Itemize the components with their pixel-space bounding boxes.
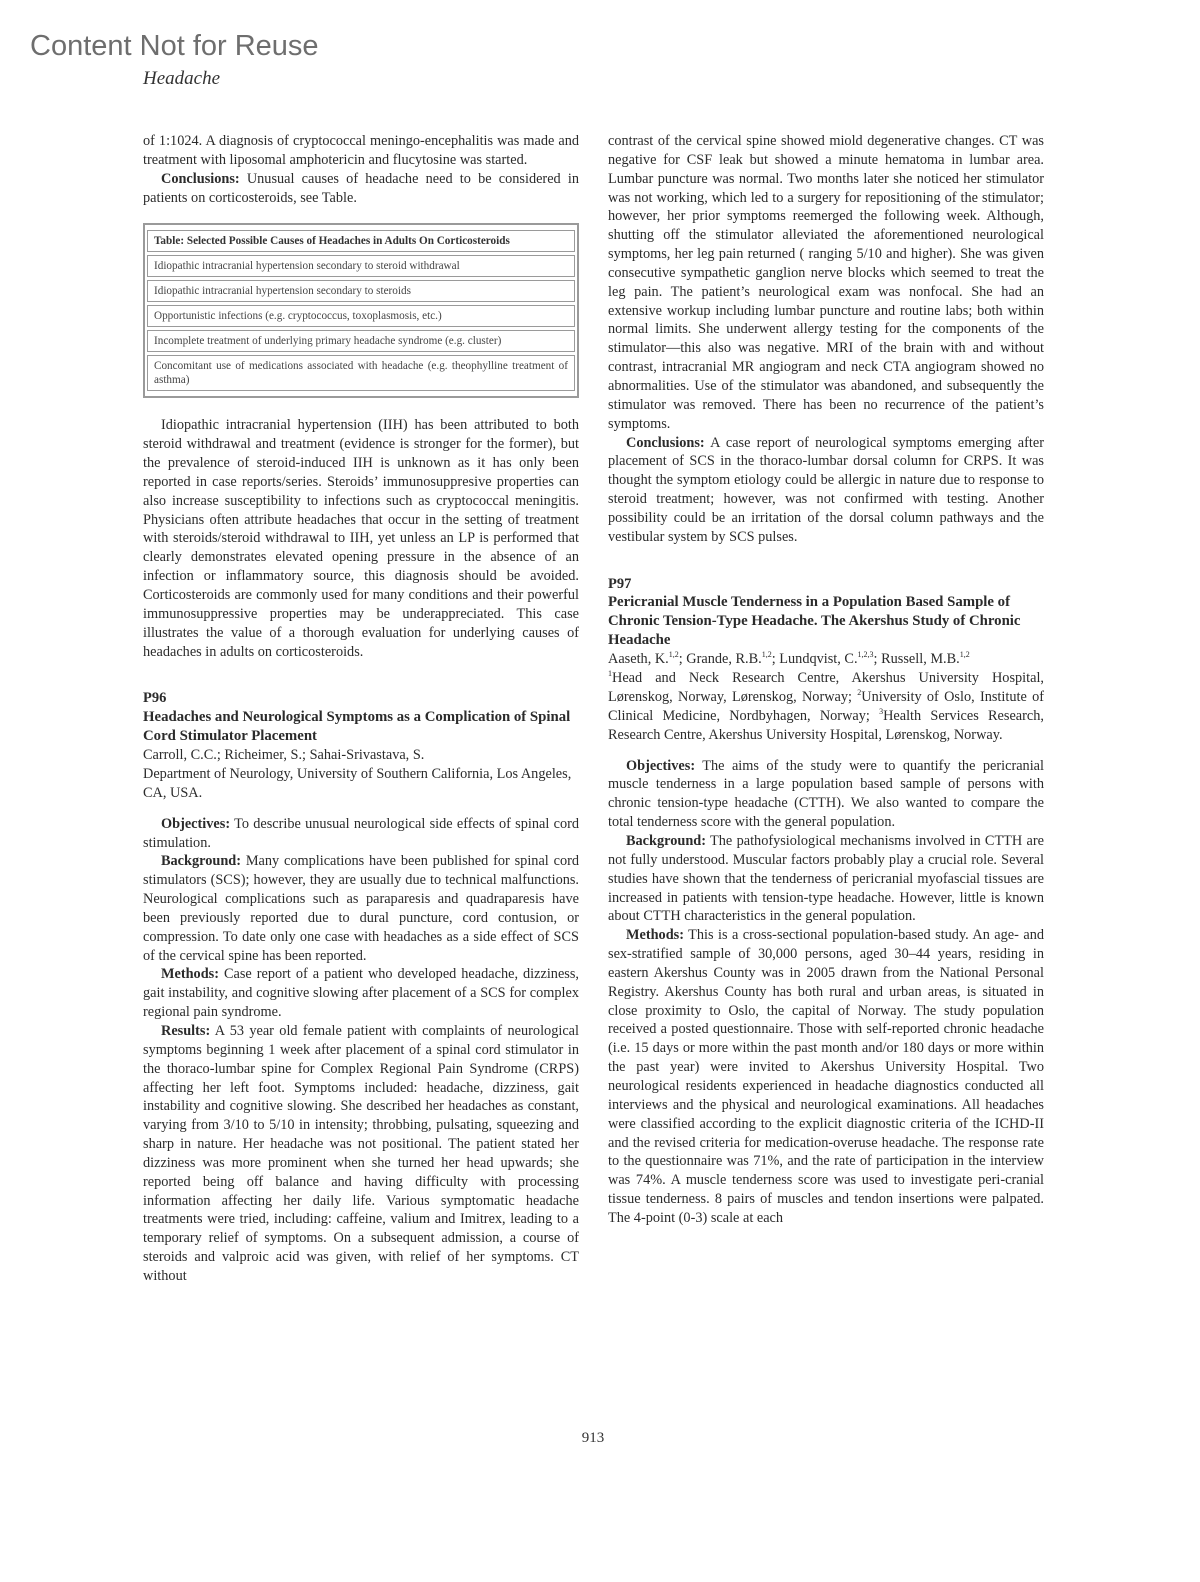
author-name: ; Lundqvist, C.: [771, 651, 858, 668]
background-label: Background:: [626, 833, 706, 849]
objectives-label: Objectives:: [626, 757, 696, 774]
author-name: ; Grande, R.B.: [678, 651, 762, 668]
affiliation-text: Health Services Research, Research Centre, Akershus University Hospital, Lørenskog, Norway.: [608, 707, 1044, 743]
iih-paragraph: Idiopathic intracranial hypertension (IIH) has been attributed to both steroid withdrawal and treatment (evidence is stronger for the former), but the prevalence of steroid-induced IIH is unknown as it has only been reported in case reports/series. Steroids’ immunosuppresive properties can also increase susceptibility to infections such as cryptococcal meningitis. Physicians often attribute headaches that occur in the setting of treatment with steroids/steroid withdrawal to IIH, yet unless an LP is performed that clearly demonstrates elevated opening pressure in the absence of an infection or inflammatory source, this diagnosis should be avoided. Corticosteroids are commonly used for many conditions and their powerful immunosuppressive properties may be underappreciated. This case illustrates the value of a thorough evaluation for underlying causes of headaches in adults on corticosteroids.: [143, 417, 579, 660]
table-row: Idiopathic intracranial hypertension secondary to steroids: [147, 280, 575, 302]
author-affiliation-mark: 1,2: [761, 650, 772, 660]
methods-text: This is a cross-sectional population-based study. An age- and sex-stratified sample of 30,000 persons, aged 30–44 years, residing in eastern Akershus County was in 2005 drawn from the National Personal Registry. Akershus County has both rural and urban areas, is situated in close proximity to Oslo, the capital of Norway. The study population received a posted questionnaire. Those with self-reported chronic headache (i.e. 15 days or more within the past month and/or 180 days or more within the past year) were invited to Akershus University Hospital. Two neurological residents experienced in headache diagnostics conducted all interviews and the physical and neurological examinations. All headaches were classified according to the explicit diagnostic criteria of the ICHD-II and the revised criteria for medication-overuse headache. The response rate to the questionnaire was 71%, and the rate of participation in the interview was 74%. A muscle tenderness score was used to investigate peri-cranial tissue tenderness. 8 pairs of muscles and tendon insertions were palpated. The 4-point (0-3) scale at each: [608, 927, 1044, 1226]
right-column: [608, 132, 1044, 1228]
paragraph-continuation: of 1:1024. A diagnosis of cryptococcal meningo-encephalitis was made and treatment with liposomal amphotericin and flucytosine was started.: [143, 133, 579, 168]
affiliation-text: University of Oslo, Institute of Clinical Medicine, Nordbyhagen, Norway;: [608, 689, 1044, 724]
methods-label: Methods:: [161, 966, 219, 983]
running-head: Headache: [143, 68, 221, 89]
abstract-affiliation: [608, 669, 1044, 744]
methods-label: Methods:: [626, 927, 684, 944]
abstract-affiliation: Department of Neurology, University of Southern California, Los Angeles, CA, USA.: [143, 766, 572, 801]
conclusions-text: A case report of neurological symptoms emerging after placement of SCS in the thoraco-lumbar dorsal column for CRPS. It was thought the symptom etiology could be allergic in nature due to response to steroid treatment; however, was not confirmed with testing. Another possibility could be an irritation of the dorsal column pathways and the vestibular system by SCS pulses.: [608, 434, 1044, 545]
results-label: Results:: [161, 1023, 211, 1039]
table-row: Idiopathic intracranial hypertension secondary to steroid withdrawal: [147, 255, 575, 277]
author-name: Aaseth, K.: [608, 651, 669, 668]
methods-paragraph: [143, 965, 579, 1022]
abstract-number: P96: [143, 690, 167, 707]
background-paragraph: [608, 832, 1044, 926]
affiliation-mark: 1: [608, 669, 612, 679]
conclusions-label: Conclusions:: [626, 434, 705, 451]
author-affiliation-mark: 1,2,3: [857, 650, 874, 660]
objectives-label: Objectives:: [161, 815, 231, 832]
conclusions-text: Unusual causes of headache need to be considered in patients on corticosteroids, see Table.: [143, 170, 579, 206]
background-label: Background:: [161, 853, 241, 870]
abstract-title: Headaches and Neurological Symptoms as a Complication of Spinal Cord Stimulator Placement: [143, 709, 571, 745]
objectives-paragraph: [608, 757, 1044, 832]
results-text: A 53 year old female patient with complaints of neurological symptoms beginning 1 week after placement of a spinal cord stimulator in the thoraco-lumbar spine for Complex Regional Pain Syndrome (CRPS) affecting her left foot. Symptoms included: headache, dizziness, gait instability and cognitive slowing. She described her headaches as constant, varying from 3/10 to 5/10 in intensity; throbbing, pulsating, squeezing and sharp in nature. Her headache was not positional. The patient stated her dizziness was more prominent when she turned her head upwards; she reported being off balance and having difficulty with processing information affecting her daily life. Various symptomatic headache treatments were tried, including: caffeine, valium and Imitrex, leading to a temporary relief of symptoms. On a subsequent admission, a course of steroids and valproic acid was given, with relief of her symptoms. CT without: [143, 1023, 579, 1284]
objectives-text: The aims of the study were to quantify the pericranial muscle tenderness in a large population based sample of persons with chronic tension-type headache (CTTH). We also wanted to compare the total tenderness score with the general population.: [608, 757, 1044, 831]
page-number: 913: [581, 1430, 605, 1446]
table-row: Concomitant use of medications associated with headache (e.g. theophylline treatment of asthma): [147, 355, 575, 391]
author-affiliation-mark: 1,2: [668, 650, 679, 660]
conclusions-paragraph: [608, 434, 1044, 547]
objectives-paragraph: [143, 815, 579, 853]
results-continuation: contrast of the cervical spine showed miold degenerative changes. CT was negative for CSF leak but showed a minute hematoma in lumbar area. Lumbar puncture was normal. Two months later she noticed her stimulator was not working, which led to a surgery for repositioning of the stimulator; however, her prior symptoms reemerged the following week. Although, shutting off the stimulator alleviated the aforementioned neurological symptoms, her leg pain returned ( ranging 5/10 and higher). She was given consecutive sympathetic ganglion nerve blocks which seemed to treat the leg pain. The patient’s neurological exam was nonfocal. She had an extensive workup including lumbar puncture and routine labs; both within normal limits. She underwent allergy testing for the components of the stimulator—this also was negative. MRI of the brain with and without contrast, intracranial MR angiogram and neck CTA angiogram showed no abnormalities. Use of the stimulator was abandoned, and subsequently the stimulator was removed. There has been no recurrence of the patient’s symptoms.: [608, 133, 1044, 432]
affiliation-mark: 2: [857, 688, 862, 698]
author-name: ; Russell, M.B.: [873, 651, 960, 668]
methods-paragraph: [608, 926, 1044, 1228]
abstract-number: P97: [608, 575, 632, 592]
left-column: [143, 132, 579, 1286]
abstract-title: Pericranial Muscle Tenderness in a Population Based Sample of Chronic Tension-Type Headache. The Akershus Study of Chronic Headache: [608, 594, 1021, 649]
table-row: Opportunistic infections (e.g. cryptococcus, toxoplasmosis, etc.): [147, 305, 575, 327]
objectives-text: To describe unusual neurological side effects of spinal cord stimulation.: [143, 815, 579, 851]
affiliation-mark: 3: [879, 707, 884, 717]
table-row: Incomplete treatment of underlying primary headache syndrome (e.g. cluster): [147, 330, 575, 352]
conclusions-paragraph: [143, 170, 579, 208]
affiliation-text: Head and Neck Research Centre, Akershus University Hospital, Lørenskog, Norway, Lørenskog, Norway;: [608, 670, 1044, 706]
author-affiliation-mark: 1,2: [959, 650, 970, 660]
abstract-authors: Carroll, C.C.; Richeimer, S.; Sahai-Srivastava, S.: [143, 747, 425, 764]
methods-text: Case report of a patient who developed headache, dizziness, gait instability, and cognitive slowing after placement of a SCS for complex regional pain syndrome.: [143, 966, 579, 1021]
conclusions-label: Conclusions:: [161, 170, 240, 187]
watermark: Content Not for Reuse: [30, 30, 319, 62]
abstract-authors: [608, 650, 1044, 669]
table-title: Table: Selected Possible Causes of Headaches in Adults On Corticosteroids: [147, 230, 575, 252]
background-text: The pathofysiological mechanisms involved in CTTH are not fully understood. Muscular factors probably play a crucial role. Several studies have shown that the tenderness of pericranial myofascial tissues are increased in patients with tension-type headache. However, little is known about CTTH characteristics in the general population.: [608, 833, 1044, 925]
background-text: Many complications have been published for spinal cord stimulators (SCS); however, they are usually due to technical malfunctions. Neurological complications such as paraparesis and quadraparesis have been previously reported due to dural puncture, cord contusion, or compression. To date only one case with headaches as a side effect of SCS of the cervical spine has been reported.: [143, 853, 579, 964]
background-paragraph: [143, 852, 579, 965]
causes-table: [143, 223, 579, 398]
results-paragraph: [143, 1022, 579, 1286]
